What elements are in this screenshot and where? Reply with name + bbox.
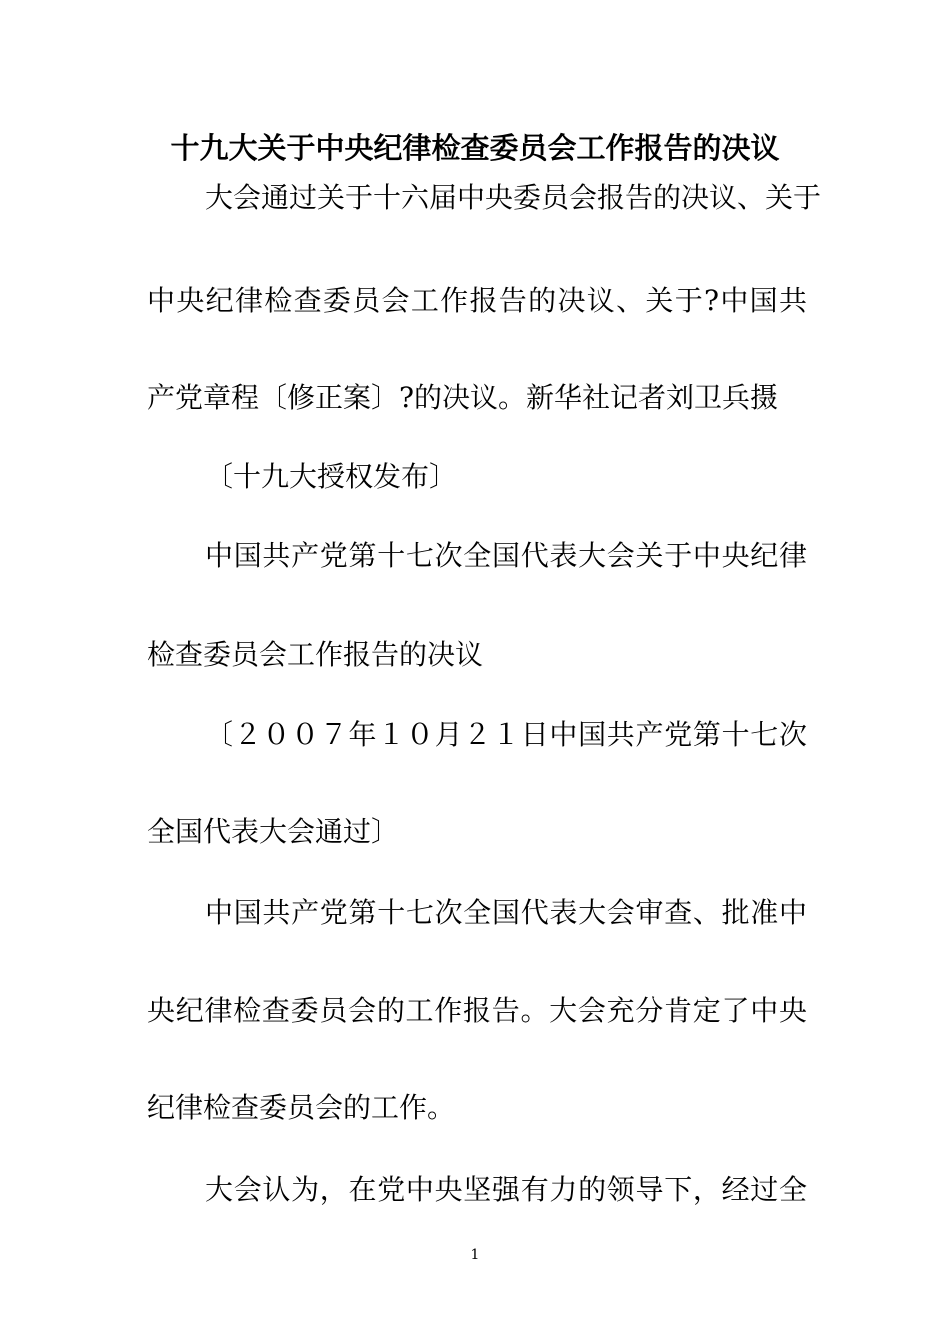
page-number: 1 — [470, 1247, 480, 1263]
paragraph-line: 产党章程〔修正案〕?的决议。新华社记者刘卫兵摄 — [147, 381, 779, 414]
paragraph-line: 纪律检查委员会的工作。 — [147, 1091, 456, 1124]
paragraph-line: 全国代表大会通过〕 — [147, 815, 400, 848]
paragraph-line: 中国共产党第十七次全国代表大会审查、批准中 — [205, 896, 807, 929]
paragraph-line: 〔十九大授权发布〕 — [205, 460, 458, 493]
paragraph-line: 央纪律检查委员会的工作报告。大会充分肯定了中央 — [147, 994, 807, 1027]
paragraph-line: 中央纪律检查委员会工作报告的决议、关于?中国共 — [147, 284, 807, 317]
paragraph-line: 中国共产党第十七次全国代表大会关于中央纪律 — [205, 539, 807, 572]
paragraph-line: 〔２００７年１０月２１日中国共产党第十七次 — [205, 718, 807, 751]
document-title: 十九大关于中央纪律检查委员会工作报告的决议 — [170, 131, 780, 165]
paragraph-line: 检查委员会工作报告的决议 — [147, 638, 484, 671]
paragraph-line: 大会认为，在党中央坚强有力的领导下，经过全 — [205, 1173, 807, 1206]
paragraph-line: 大会通过关于十六届中央委员会报告的决议、关于 — [205, 181, 822, 214]
